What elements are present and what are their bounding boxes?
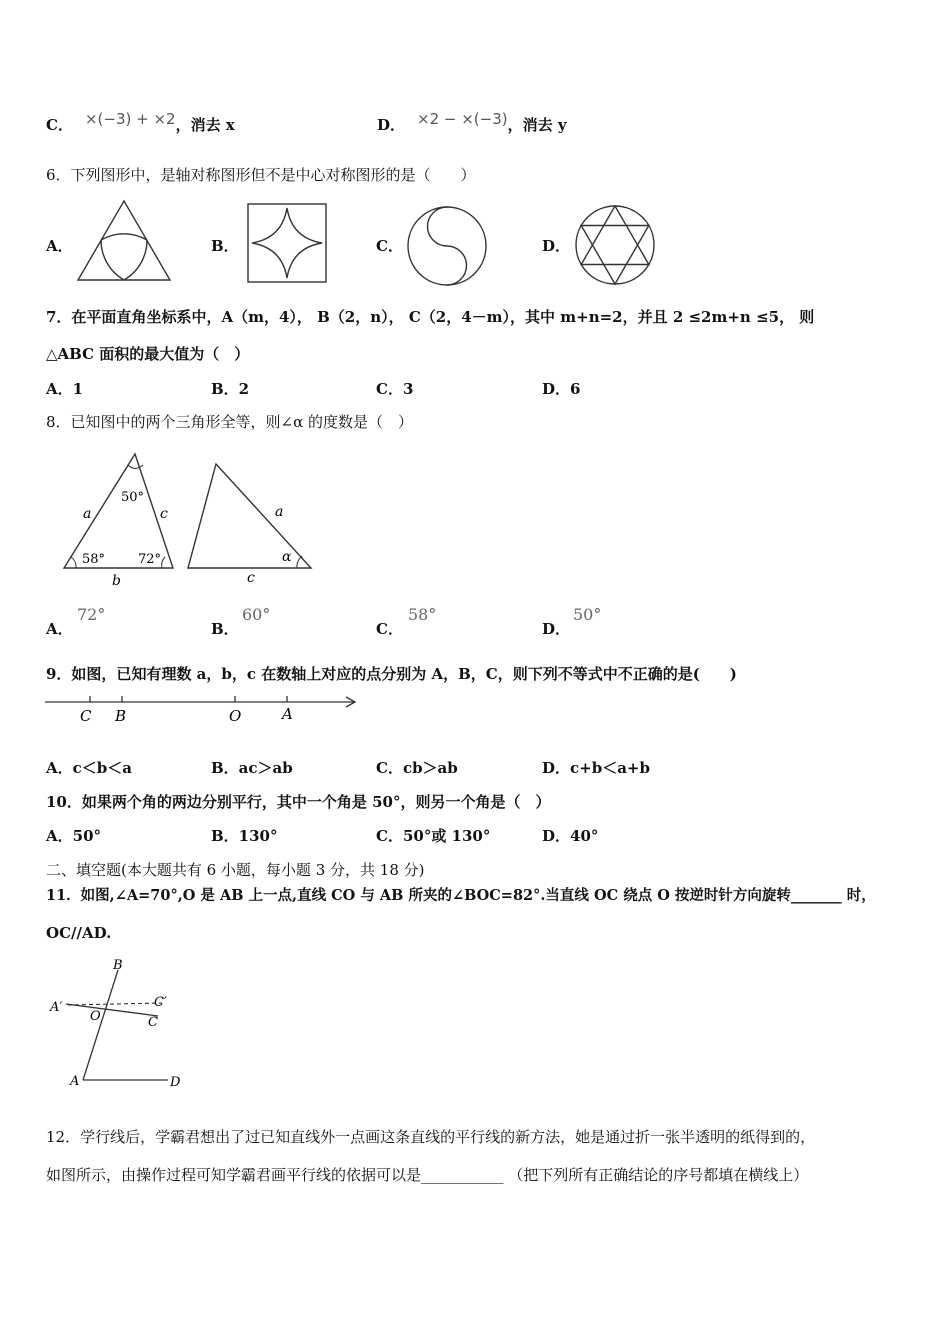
q6-option-c: C． bbox=[376, 237, 403, 255]
q5-option-c-formula: ×(−3) + ×2 bbox=[84, 110, 176, 128]
q7-option-d: D．6 bbox=[542, 380, 581, 398]
q8-t1-angle-top: 50° bbox=[121, 490, 145, 505]
q9-option-b: B．ac＞ab bbox=[211, 759, 293, 777]
q8-option-d-value: 50° bbox=[573, 605, 602, 624]
q7-option-a: A．1 bbox=[46, 380, 84, 398]
q6-figure-c-yin-yang bbox=[404, 203, 490, 289]
q11-label-c: C bbox=[148, 1015, 158, 1030]
q8-stem: 8．已知图中的两个三角形全等，则∠α 的度数是（ ） bbox=[46, 413, 414, 431]
q8-t1-label-a: a bbox=[83, 506, 92, 522]
q10-option-a: A．50° bbox=[46, 827, 102, 845]
q12-line2: 如图所示，由操作过程可知学霸君画平行线的依据可以是___________ （把下列所有正确结论的序号都填在横线上） bbox=[46, 1166, 809, 1184]
q6-figure-d-hexagram-circle bbox=[570, 202, 660, 288]
q10-option-d: D．40° bbox=[542, 827, 599, 845]
q8-t2-label-a: a bbox=[275, 504, 284, 520]
q8-t1-label-c: c bbox=[160, 506, 168, 522]
section-2-heading: 二、填空题(本大题共有 6 小题，每小题 3 分，共 18 分) bbox=[46, 861, 425, 879]
q6-figure-a-triangle-arcs bbox=[74, 198, 174, 286]
q5-option-d-label: D． bbox=[377, 116, 406, 134]
q11-label-d: D bbox=[170, 1075, 181, 1090]
q6-option-d: D． bbox=[542, 237, 571, 255]
q5-option-c-text: ，消去 x bbox=[175, 116, 235, 134]
q8-t1-angle-left: 58° bbox=[82, 552, 106, 567]
q10-stem: 10．如果两个角的两边分别平行，其中一个角是 50°，则另一个角是（ ） bbox=[46, 793, 551, 811]
q11-figure-rotating-line bbox=[44, 954, 194, 1094]
q9-axis-label-b: B bbox=[115, 707, 127, 725]
q5-option-c-label: C． bbox=[46, 116, 73, 134]
q11-label-a-prime: A′ bbox=[50, 1000, 63, 1015]
q8-option-d-label: D． bbox=[542, 620, 571, 638]
q11-label-c-prime: C′ bbox=[154, 995, 167, 1010]
q9-option-d: D．c+b＜a+b bbox=[542, 759, 650, 777]
q9-axis-label-a: A bbox=[282, 705, 293, 723]
q11-label-b: B bbox=[113, 958, 123, 973]
q8-option-c-value: 58° bbox=[408, 605, 437, 624]
q11-stem-line2: OC//AD. bbox=[46, 924, 112, 942]
q8-t2-label-c: c bbox=[247, 570, 255, 586]
q8-t1-label-b: b bbox=[112, 573, 121, 589]
q5-option-d bbox=[377, 110, 567, 135]
q9-option-c: C．cb＞ab bbox=[376, 759, 458, 777]
q9-stem: 9．如图，已知有理数 a，b，c 在数轴上对应的点分别为 A，B，C，则下列不等式中不正确的是( ) bbox=[46, 665, 737, 683]
q6-figure-b-square-star bbox=[245, 202, 329, 284]
q8-option-a-value: 72° bbox=[77, 605, 106, 624]
q6-option-b: B． bbox=[211, 237, 239, 255]
q8-option-a-label: A． bbox=[46, 620, 73, 638]
q7-option-b: B．2 bbox=[211, 380, 250, 398]
q11-label-o: O bbox=[90, 1009, 101, 1024]
q9-option-a: A．c＜b＜a bbox=[46, 759, 132, 777]
q9-figure-number-line bbox=[42, 690, 362, 726]
q8-option-b-label: B． bbox=[211, 620, 239, 638]
q11-label-a: A bbox=[70, 1074, 80, 1089]
q5-option-d-formula: ×2 − ×(−3) bbox=[417, 110, 508, 128]
q6-stem: 6．下列图形中，是轴对称图形但不是中心对称图形的是（ ） bbox=[46, 166, 476, 184]
q6-option-a: A． bbox=[46, 237, 73, 255]
q11-stem-line1: 11．如图,∠A=70°,O 是 AB 上一点,直线 CO 与 AB 所夹的∠BOC=82°.当直线 OC 绕点 O 按逆时针方向旋转_______ 时， bbox=[46, 887, 876, 904]
q5-option-d-text: ，消去 y bbox=[507, 116, 567, 134]
q12-line1: 12．学行线后，学霸君想出了过已知直线外一点画这条直线的平行线的新方法，她是通过折一张半透明的纸得到的， bbox=[46, 1128, 816, 1146]
q8-t2-label-alpha: α bbox=[282, 549, 292, 565]
q5-option-c bbox=[46, 110, 235, 135]
q8-t1-angle-right: 72° bbox=[138, 552, 162, 567]
q7-stem-line1: 7．在平面直角坐标系中，A（m，4）， B（2，n）， C（2，4－m），其中 m+n=2，并且 2 ≤2m+n ≤5， 则 bbox=[46, 308, 815, 326]
q8-option-b-value: 60° bbox=[242, 605, 271, 624]
q7-option-c: C．3 bbox=[376, 380, 414, 398]
q8-option-c-label: C． bbox=[376, 620, 403, 638]
q9-axis-label-c: C bbox=[80, 707, 92, 725]
q7-stem-line2: △ABC 面积的最大值为（ ） bbox=[46, 345, 250, 363]
q9-axis-label-o: O bbox=[229, 707, 242, 725]
q10-option-c: C．50°或 130° bbox=[376, 827, 491, 845]
q8-figure-congruent-triangles bbox=[56, 448, 320, 590]
q10-option-b: B．130° bbox=[211, 827, 278, 845]
